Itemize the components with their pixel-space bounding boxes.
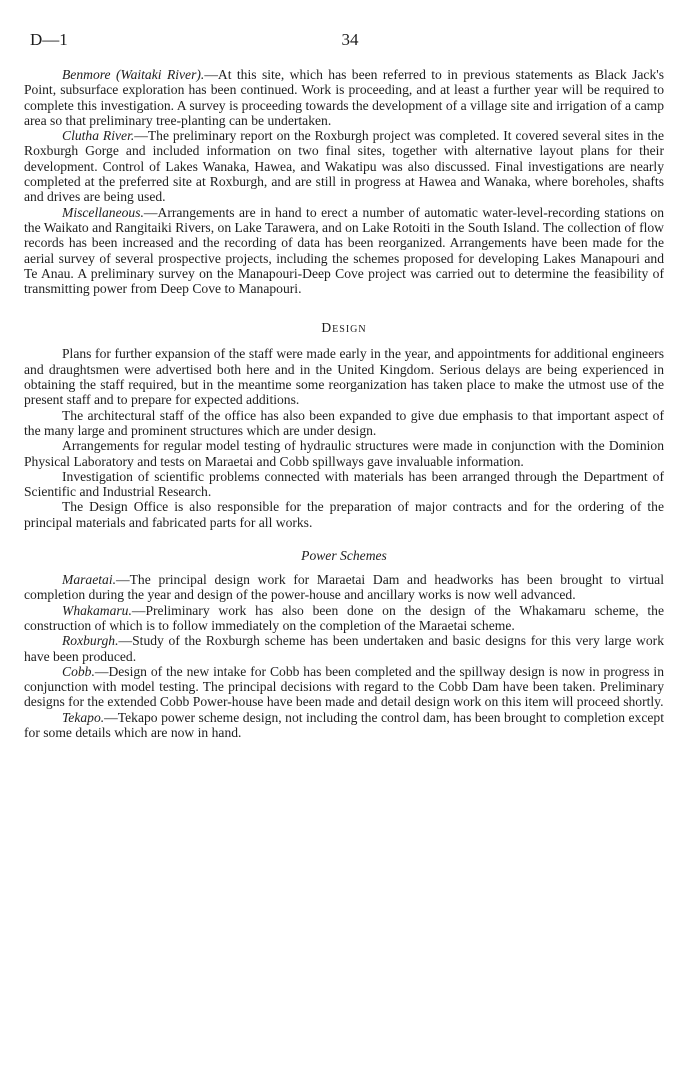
paragraph-lead: Miscellaneous. xyxy=(62,204,144,220)
paragraph-text: —Study of the Roxburgh scheme has been undertaken and basic designs for this very large work have been produced. xyxy=(24,633,664,664)
paragraph-lead: Maraetai. xyxy=(62,572,116,588)
paragraph-text: —Preliminary work has also been done on the design of the Whakamaru scheme, the construction of which is to follow immediately on the completion of the Maraetai scheme. xyxy=(24,602,664,633)
document-reference: D—1 xyxy=(30,30,68,49)
paragraph-benmore xyxy=(24,67,664,128)
design-paragraph: Plans for further expansion of the staff were made early in the year, and appointments for additional engineers and draughtsmen were advertised both here and in the United Kingdom. Serious delays are being experienced in obtaining the staff required, but in the meantime some reorganization has taken place to make the utmost use of the present staff and to prepare for expected additions. xyxy=(24,346,664,408)
page-number: 34 xyxy=(341,30,359,49)
paragraph-lead: Benmore (Waitaki River). xyxy=(62,67,205,82)
paragraph-roxburgh xyxy=(24,633,664,664)
paragraph-whakamaru xyxy=(24,603,664,634)
section-heading-power-schemes: Power Schemes xyxy=(301,548,387,564)
paragraph-text: —The preliminary report on the Roxburgh project was completed. It covered several sites in the Roxburgh Gorge and included information on two final sites, together with alternative layout plans for their development. Control of Lakes Wanaka, Hawea, and Wakatipu was also discussed. Final investigations are nearly completed at the preferred site at Roxburgh, and are still in progress at Hawea and Wanaka, where boreholes, shafts and drives are being used. xyxy=(24,128,664,205)
paragraph-lead: Cobb. xyxy=(62,663,95,679)
page-header xyxy=(30,30,670,50)
design-paragraph: The Design Office is also responsible for the preparation of major contracts and for the ordering of the principal materials and fabricated parts for all works. xyxy=(24,499,664,530)
paragraph-text: —At this site, which has been referred to in previous statements as Black Jack's Point, subsurface exploration has been continued. Work is proceeding, and at least a further year will be required to complete this investigation. A survey is proceeding towards the development of a village site and irrigation of a camp area so that preliminary tree-planting can be undertaken. xyxy=(24,67,664,128)
paragraph-text: —Design of the new intake for Cobb has been completed and the spillway design is now in progress in conjunction with model testing. The principal decisions with regard to the Cobb Dam have been taken. Preliminary designs for the extended Cobb Power-house have been made and detail design work on this item will proceed shortly. xyxy=(24,663,664,710)
section-heading-design: Design xyxy=(321,320,367,336)
paragraph-lead: Clutha River. xyxy=(62,128,135,144)
page-content xyxy=(24,67,664,740)
design-paragraph: The architectural staff of the office has also been expanded to give due emphasis to that important aspect of the many large and prominent structures which are under design. xyxy=(24,407,664,438)
design-paragraph: Arrangements for regular model testing of hydraulic structures were made in conjunction with the Dominion Physical Laboratory and tests on Maraetai and Cobb spillways gave invaluable information. xyxy=(24,438,664,469)
paragraph-clutha xyxy=(24,128,664,204)
paragraph-tekapo xyxy=(24,710,664,741)
paragraph-text: —Tekapo power scheme design, not including the control dam, has been brought to completion except for some details which are now in hand. xyxy=(24,709,664,740)
paragraph-text: —The principal design work for Maraetai Dam and headworks has been brought to virtual completion during the year and design of the power-house and ancillary works is now well advanced. xyxy=(24,572,664,603)
paragraph-lead: Tekapo. xyxy=(62,709,105,725)
paragraph-lead: Roxburgh. xyxy=(62,633,119,649)
paragraph-miscellaneous xyxy=(24,205,664,297)
design-paragraph: Investigation of scientific problems connected with materials has been arranged through the Department of Scientific and Industrial Research. xyxy=(24,468,664,500)
paragraph-lead: Whakamaru. xyxy=(62,602,132,618)
paragraph-maraetai xyxy=(24,572,664,603)
paragraph-cobb xyxy=(24,664,664,710)
paragraph-text: —Arrangements are in hand to erect a number of automatic water-level-recording stations on the Waikato and Rangitaiki Rivers, on Lake Tarawera, and on Lake Rotoiti in the South Island. The collection of flow records has been increased and the recording of data has been reorganized. Arrangements have been made for the aerial survey of several prospective projects, including the schemes proposed for developing Lakes Manapouri and Te Anau. A preliminary survey on the Manapouri-Deep Cove project was carried out to determine the feasibility of transmitting power from Deep Cove to Manapouri. xyxy=(24,204,664,297)
